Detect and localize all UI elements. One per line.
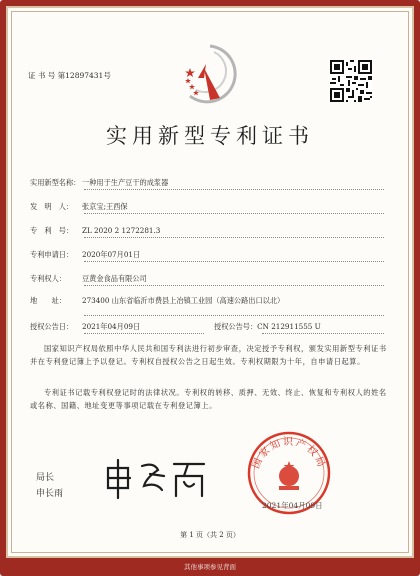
- field-inventors: [30, 202, 128, 212]
- field-underline: [84, 189, 384, 190]
- field-underline: [84, 237, 384, 238]
- cnipa-emblem-icon: [180, 38, 244, 112]
- field-value: 2021年04月09日: [82, 322, 141, 331]
- field-label: 实用新型名称：: [30, 178, 81, 187]
- field-address: [30, 296, 312, 306]
- field-label: 授权公告日：: [30, 322, 74, 331]
- signer-name: 申长雨: [36, 489, 64, 499]
- field-value: CN 212911555 U: [257, 322, 321, 331]
- field-label: 专利申请日：: [30, 250, 74, 259]
- field-underline: [84, 285, 384, 286]
- field-application-date: [30, 250, 140, 260]
- legal-paragraph-2: 专利证书记载专利权登记时的法律状况。专利权的转移、质押、无效、终止、恢复和专利权人的姓名或名称、国籍、地址变更等事项记载在专利登记簿上。: [30, 388, 387, 410]
- field-underline: [84, 333, 204, 334]
- field-value: 一种用于生产豆干的成浆器: [82, 178, 169, 187]
- field-underline: [84, 261, 384, 262]
- field-label: 发 明 人：: [30, 202, 74, 211]
- field-patent-number: [30, 226, 160, 236]
- field-label: 地 址：: [30, 296, 66, 305]
- footer-note: 其他事项参见背面: [184, 563, 236, 571]
- page-number: 第 1 页（共 2 页）: [180, 531, 240, 539]
- grant-number-row: [214, 322, 321, 332]
- field-label: 专 利 号：: [30, 226, 74, 235]
- field-label: 专利权人：: [30, 274, 66, 283]
- certificate-number: 证 书 号 第12897431号: [28, 71, 111, 80]
- field-value: 273400 山东省临沂市费县上冶镇工业园（高速公路出口以北）: [82, 296, 285, 305]
- signer-title: 局长: [36, 473, 55, 483]
- field-utility-model-name: [30, 178, 168, 188]
- qr-code-icon: [330, 60, 372, 102]
- field-underline: [262, 333, 384, 334]
- field-value: ZL 2020 2 1272281.3: [82, 226, 161, 235]
- field-underline: [84, 315, 384, 316]
- field-underline: [84, 213, 384, 214]
- certificate-title: 实用新型专利证书: [106, 124, 314, 148]
- field-patentee: [30, 274, 147, 284]
- field-label: 授权公告号：: [214, 322, 258, 331]
- field-value: 张京宝;王西保: [82, 202, 128, 211]
- field-value: 2020年07月01日: [82, 250, 141, 259]
- seal-text: 国家知识产权局: [250, 437, 328, 471]
- grant-date-row: [30, 322, 140, 332]
- legal-paragraph-1: 国家知识产权局依照中华人民共和国专利法进行初步审查，决定授予专利权，颁发实用新型专利证书并在专利登记簿上予以登记。专利权自授权公告之日起生效。专利权期限为十年，自申请日起算。: [30, 344, 387, 366]
- field-value: 豆黄金食品有限公司: [82, 274, 147, 283]
- handwritten-signature-icon: [102, 456, 212, 500]
- seal-date: 2021年04月09日: [262, 501, 323, 510]
